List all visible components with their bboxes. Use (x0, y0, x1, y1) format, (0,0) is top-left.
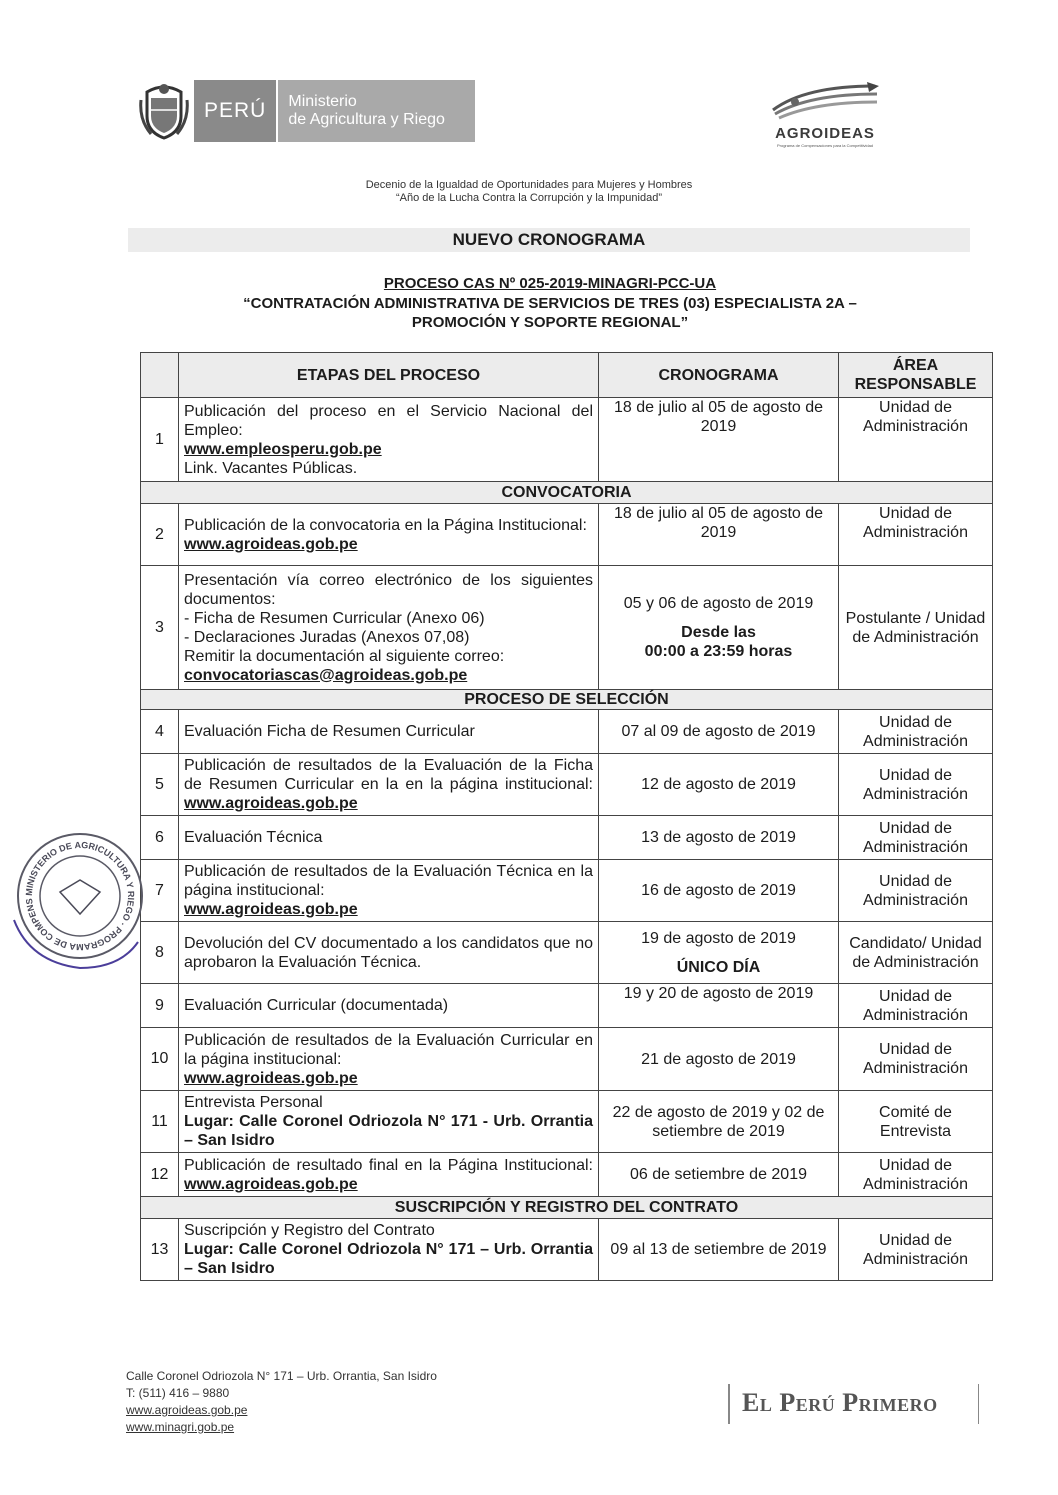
etapa-text: Publicación de resultado final en la Página Institucional: (184, 1156, 593, 1174)
row-area: Unidad de Administración (839, 1028, 993, 1091)
header-area-line-2: RESPONSABLE (854, 376, 977, 393)
table-row (141, 754, 993, 816)
coat-of-arms-icon (134, 78, 194, 144)
etapa-text: Publicación de resultados de la Evaluación de la Ficha de Resumen Curricular en la en la página institucional: (184, 757, 593, 793)
etapa-text: Link. Vacantes Públicas. (184, 459, 358, 477)
etapa-link[interactable]: www.agroideas.gob.pe (184, 795, 358, 812)
row-number: 9 (141, 984, 179, 1028)
row-area: Candidato/ Unidad de Administración (839, 922, 993, 984)
etapa-text: Entrevista Personal (184, 1094, 323, 1111)
spacer (604, 613, 833, 623)
table-row (141, 710, 993, 754)
agroideas-swoosh-icon (765, 80, 885, 120)
table-row (141, 860, 993, 922)
table-row (141, 566, 993, 690)
row-etapa (179, 566, 599, 690)
table-row (141, 816, 993, 860)
cronograma-bold: ÚNICO DÍA (676, 958, 761, 976)
etapa-text: Publicación del proceso en el Servicio Nacional del Empleo: (184, 402, 593, 439)
row-etapa: Evaluación Ficha de Resumen Curricular (179, 710, 599, 754)
row-area: Comité de Entrevista (839, 1091, 993, 1153)
row-area: Unidad de Administración (839, 398, 993, 482)
section-label: CONVOCATORIA (141, 482, 993, 504)
etapa-text: - Declaraciones Juradas (Anexos 07,08) (184, 628, 470, 646)
etapa-text: Remitir la documentación al siguiente correo: (184, 647, 505, 665)
table-row (141, 1091, 993, 1153)
row-cronograma: 07 al 09 de agosto de 2019 (599, 710, 839, 754)
institution-stamp (10, 822, 150, 970)
row-etapa (179, 1153, 599, 1197)
section-label: PROCESO DE SELECCIÓN (141, 690, 993, 710)
etapa-text: Publicación de la convocatoria en la Página Institucional: (184, 516, 587, 534)
row-area: Unidad de Administración (839, 860, 993, 922)
section-row-convocatoria (141, 482, 993, 504)
agroideas-logo (760, 80, 890, 148)
section-row-seleccion (141, 690, 993, 710)
ministry-line-1: Ministerio (288, 93, 357, 110)
row-number: 11 (141, 1091, 179, 1153)
process-description-line-1: “CONTRATACIÓN ADMINISTRATIVA DE SERVICIOS DE TRES (03) ESPECIALISTA 2A – (243, 295, 857, 312)
row-area: Unidad de Administración (839, 1153, 993, 1197)
agroideas-name: AGROIDEAS (775, 125, 875, 142)
row-number: 5 (141, 754, 179, 816)
table-row (141, 1028, 993, 1091)
decenio-line-2: “Año de la Lucha Contra la Corrupción y la Impunidad” (396, 192, 662, 204)
cronograma-text: 19 de agosto de 2019 (641, 929, 796, 947)
table-row (141, 504, 993, 566)
footer-web-minagri-link[interactable]: www.minagri.gob.pe (126, 1420, 235, 1434)
ministry-logo (134, 78, 475, 144)
process-description-line-2: PROMOCIÓN Y SOPORTE REGIONAL” (411, 314, 689, 331)
row-etapa: Evaluación Curricular (documentada) (179, 984, 599, 1028)
etapa-text: Publicación de resultados de la Evaluación Técnica en la página institucional: (184, 863, 593, 899)
process-description (120, 294, 980, 332)
row-number: 7 (141, 860, 179, 922)
row-etapa (179, 860, 599, 922)
section-row-contrato (141, 1197, 993, 1219)
etapa-text: Publicación de resultados de la Evaluación Curricular en la página institucional: (184, 1031, 593, 1068)
decenio-line-1: Decenio de la Igualdad de Oportunidades para Mujeres y Hombres (365, 179, 693, 191)
ministry-name (276, 80, 475, 142)
footer-contact (126, 1368, 437, 1436)
table-row (141, 1219, 993, 1281)
etapa-link[interactable]: www.agroideas.gob.pe (184, 535, 358, 553)
peru-label: PERÚ (194, 80, 276, 142)
row-etapa (179, 1091, 599, 1153)
etapa-link[interactable]: www.empleosperu.gob.pe (184, 440, 382, 458)
footer-web-agroideas-link[interactable]: www.agroideas.gob.pe (126, 1403, 248, 1417)
page-title: NUEVO CRONOGRAMA (452, 230, 646, 249)
row-cronograma: 22 de agosto de 2019 y 02 de setiembre de 2019 (599, 1091, 839, 1153)
row-etapa (179, 1028, 599, 1091)
row-number: 1 (141, 398, 179, 482)
row-etapa (179, 398, 599, 482)
table-header-row (141, 353, 993, 398)
row-number: 3 (141, 566, 179, 690)
etapa-text: Suscripción y Registro del Contrato (184, 1222, 435, 1239)
row-area: Unidad de Administración (839, 816, 993, 860)
etapa-text: Presentación vía correo electrónico de los siguientes documentos: (184, 571, 593, 608)
row-number: 12 (141, 1153, 179, 1197)
row-cronograma: 21 de agosto de 2019 (599, 1028, 839, 1091)
decenio-text (0, 179, 1058, 205)
row-number: 10 (141, 1028, 179, 1091)
row-cronograma: 13 de agosto de 2019 (599, 816, 839, 860)
table-row (141, 984, 993, 1028)
svg-text:MINISTERIO DE AGRICULTURA Y RI: MINISTERIO DE AGRICULTURA Y RIEGO · PROGRAMA DE COMPENS (23, 839, 137, 953)
row-etapa (179, 1219, 599, 1281)
row-area: Unidad de Administración (839, 504, 993, 566)
table-row (141, 398, 993, 482)
row-number: 4 (141, 710, 179, 754)
row-cronograma: 12 de agosto de 2019 (599, 754, 839, 816)
row-number: 2 (141, 504, 179, 566)
spacer (604, 948, 833, 958)
slogan-text: El Perú Primero (742, 1388, 938, 1417)
ministry-line-2: de Agricultura y Riego (288, 111, 445, 128)
row-area: Unidad de Administración (839, 710, 993, 754)
etapa-email-link[interactable]: convocatoriascas@agroideas.gob.pe (184, 666, 468, 684)
row-cronograma (599, 566, 839, 690)
row-number: 6 (141, 816, 179, 860)
footer-address: Calle Coronel Odriozola N° 171 – Urb. Orrantia, San Isidro (126, 1369, 437, 1383)
row-area: Unidad de Administración (839, 1219, 993, 1281)
header-num (141, 353, 179, 398)
row-etapa (179, 504, 599, 566)
header-cronograma: CRONOGRAMA (599, 353, 839, 398)
header-area (839, 353, 993, 398)
header-area-line-1: ÁREA (892, 357, 939, 374)
row-cronograma: 18 de julio al 05 de agosto de 2019 (599, 398, 839, 482)
row-area: Postulante / Unidad de Administración (839, 566, 993, 690)
row-cronograma: 09 al 13 de setiembre de 2019 (599, 1219, 839, 1281)
cronograma-bold: Desde las (681, 624, 756, 641)
row-cronograma: 06 de setiembre de 2019 (599, 1153, 839, 1197)
etapa-link[interactable]: www.agroideas.gob.pe (184, 1069, 358, 1087)
row-etapa (179, 754, 599, 816)
row-number: 13 (141, 1219, 179, 1281)
section-label: SUSCRIPCIÓN Y REGISTRO DEL CONTRATO (141, 1197, 993, 1219)
row-number: 8 (141, 922, 179, 984)
etapa-text: - Ficha de Resumen Curricular (Anexo 06) (184, 609, 485, 627)
row-area: Unidad de Administración (839, 754, 993, 816)
cronograma-bold: 00:00 a 23:59 horas (644, 643, 793, 660)
row-cronograma: 16 de agosto de 2019 (599, 860, 839, 922)
row-etapa: Devolución del CV documentado a los candidatos que no aprobaron la Evaluación Técnica. (179, 922, 599, 984)
row-cronograma: 19 y 20 de agosto de 2019 (599, 984, 839, 1028)
slogan-box (728, 1384, 979, 1424)
schedule-table (140, 352, 993, 1281)
etapa-location: Lugar: Calle Coronel Odriozola N° 171 – Urb. Orrantia – San Isidro (184, 1241, 593, 1277)
row-cronograma: 18 de julio al 05 de agosto de 2019 (599, 504, 839, 566)
row-cronograma (599, 922, 839, 984)
table-row (141, 1153, 993, 1197)
etapa-location: Lugar: Calle Coronel Odriozola N° 171 - Urb. Orrantia – San Isidro (184, 1113, 593, 1149)
etapa-link[interactable]: www.agroideas.gob.pe (184, 901, 358, 918)
footer-phone: T: (511) 416 – 9880 (126, 1386, 230, 1400)
cronograma-text: 05 y 06 de agosto de 2019 (623, 595, 814, 612)
row-etapa: Evaluación Técnica (179, 816, 599, 860)
agroideas-subtitle: Programa de Compensaciones para la Competitividad (776, 143, 874, 148)
row-area: Unidad de Administración (839, 984, 993, 1028)
etapa-link[interactable]: www.agroideas.gob.pe (184, 1175, 358, 1193)
table-row (141, 922, 993, 984)
header-etapas: ETAPAS DEL PROCESO (179, 353, 599, 398)
process-code: PROCESO CAS Nº 025-2019-MINAGRI-PCC-UA (383, 275, 717, 292)
